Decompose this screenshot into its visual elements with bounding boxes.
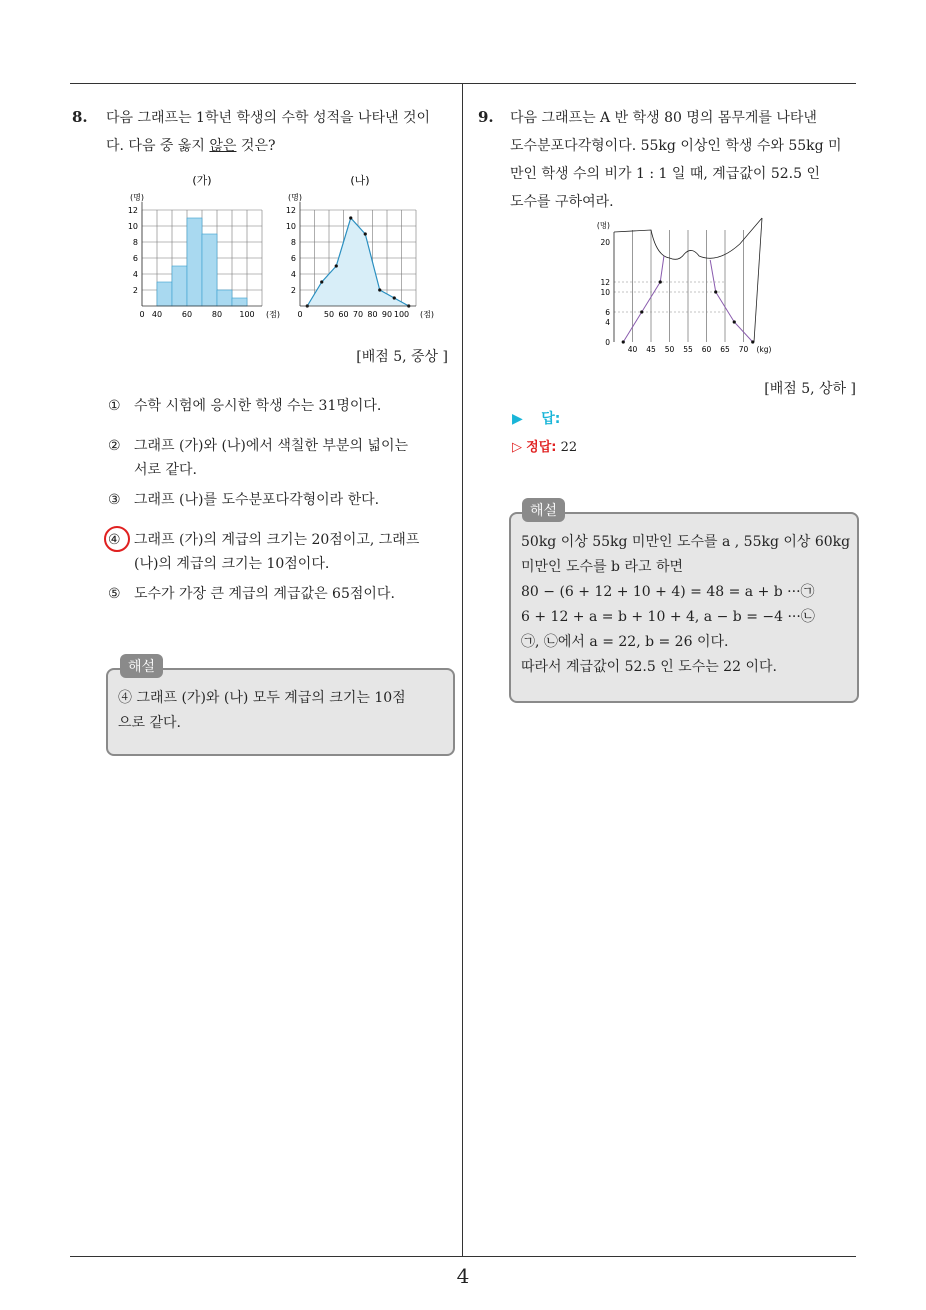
y-tick-label: 12: [127, 206, 138, 215]
bar: [172, 266, 187, 306]
series-line-right: [716, 292, 753, 342]
x-tick-label: 100: [393, 310, 410, 319]
q9-explanation-text: 50kg 이상 55kg 미만인 도수를 a , 55kg 이상 60kg 미만인 도수를 b 라고 하면 80 − (6 + 12 + 10 + 4) = 48 = a + b ···㉠ 6 + 12 + a = b + 10 + 4, a − b = −4 ···㉡ ㉠, ㉡에서 a = 22, b = 26 이다. 따라서 계급값이 52.5 인 도수는 22 이다.: [521, 534, 851, 675]
outline-play-icon: ▷: [512, 440, 522, 455]
x-tick-label: 70: [738, 345, 749, 354]
x-tick-label: 100: [239, 310, 255, 319]
x-tick-label: 50: [664, 345, 675, 354]
y-axis-label: (명): [288, 193, 302, 202]
x-tick-label: 50: [323, 310, 335, 319]
y-tick-label: 10: [285, 222, 296, 231]
q8-option-1[interactable]: ① 수학 시험에 응시한 학생 수는 31명이다.: [108, 398, 382, 414]
y-tick-label: 8: [132, 238, 138, 247]
x-tick-label: 0: [297, 310, 303, 319]
column-divider: [462, 84, 463, 1256]
bar: [157, 282, 172, 306]
page-number: 4: [456, 1264, 470, 1288]
data-point: [659, 280, 662, 283]
q8-score: [배점 5, 중상 ]: [356, 349, 448, 365]
q8-number: 8.: [72, 108, 88, 126]
q9-correct-row: [512, 436, 577, 455]
x-tick-label: 60: [701, 345, 712, 354]
y-tick-label: 10: [127, 222, 138, 231]
y-axis-label: (명): [596, 221, 610, 230]
series-line-right-up: [710, 260, 716, 292]
bar: [217, 290, 232, 306]
y-tick-label: 6: [605, 308, 610, 317]
q8-explanation-text: ④ 그래프 (가)와 (나) 모두 계급의 크기는 10점 으로 같다.: [118, 690, 406, 731]
data-point: [393, 296, 396, 299]
data-point: [714, 290, 717, 293]
q9-text: 다음 그래프는 A 반 학생 80 명의 몸무게를 나타낸 도수분포다각형이다. 55kg 이상인 학생 수와 55kg 미 만인 학생 수의 비가 1 : 1 일 때, 계급값이 52.5 인 도수를 구하여라.: [510, 110, 842, 210]
chart-b-title: (나): [350, 174, 370, 187]
q8-text-line2: 다. 다음 중 옳지 않은 것은?: [106, 138, 276, 154]
q9-answer-row: [512, 408, 560, 428]
x-tick-label: 80: [211, 310, 223, 319]
y-tick-label: 12: [600, 278, 610, 287]
q8-charts: [120, 168, 440, 326]
correct-value: 22: [560, 440, 578, 455]
y-tick-label: 20: [600, 238, 610, 247]
data-point: [364, 232, 367, 235]
y-tick-label: 4: [605, 318, 610, 327]
chart-a-title: (가): [192, 174, 212, 187]
x-tick-label: 0: [139, 310, 145, 319]
chart-a: [128, 192, 280, 319]
data-point: [733, 320, 736, 323]
data-point: [335, 264, 338, 267]
x-axis-label: (kg): [756, 345, 772, 354]
q8-option-3[interactable]: ③ 그래프 (나)를 도수분포다각형이라 한다.: [108, 492, 380, 508]
bar: [232, 298, 247, 306]
bar: [202, 234, 217, 306]
y-tick-label: 10: [600, 288, 610, 297]
y-tick-label: 6: [290, 254, 296, 263]
x-tick-label: 60: [338, 310, 349, 319]
data-point: [378, 288, 381, 291]
data-point: [640, 310, 643, 313]
y-tick-label: 2: [132, 286, 138, 295]
underlined-word: 않은: [209, 138, 237, 154]
q9-chart: [590, 214, 780, 358]
y-tick-label: 0: [605, 338, 610, 347]
data-point: [349, 216, 352, 219]
y-tick-label: 8: [290, 238, 296, 247]
data-point: [320, 280, 323, 283]
chart-b: [286, 192, 434, 319]
polygon-area: [307, 218, 409, 306]
q9-number: 9.: [478, 108, 494, 126]
x-tick-label: 80: [367, 310, 378, 319]
x-axis-label: (점): [266, 310, 280, 319]
q9-explanation-tag: 해설: [522, 498, 565, 522]
play-icon: ▶: [512, 411, 523, 427]
x-axis-label: (점): [420, 310, 434, 319]
q8-option-2[interactable]: ② 그래프 (가)와 (나)에서 색칠한 부분의 넓이는 서로 같다.: [108, 438, 409, 478]
right-edge: [754, 218, 762, 342]
chart-c: [597, 218, 772, 354]
top-rule: [70, 83, 856, 84]
bar: [187, 218, 202, 306]
x-tick-label: 45: [646, 345, 656, 354]
x-tick-label: 65: [720, 345, 730, 354]
bottom-rule: [70, 1256, 856, 1257]
x-tick-label: 40: [151, 310, 163, 319]
series-line-left-up: [660, 256, 664, 282]
q9-score: [배점 5, 상하 ]: [764, 381, 856, 397]
q8-text: [106, 104, 458, 160]
correct-label: 정답:: [526, 440, 557, 455]
answer-label: 답:: [541, 411, 561, 427]
q8-option-4[interactable]: ④ 그래프 (가)의 계급의 크기는 20점이고, 그래프 (나)의 계급의 크기는 10점이다.: [108, 532, 420, 572]
y-tick-label: 2: [290, 286, 296, 295]
x-tick-label: 70: [352, 310, 364, 319]
y-tick-label: 12: [285, 206, 296, 215]
x-tick-label: 90: [381, 310, 393, 319]
q8-text-line1: 다음 그래프는 1학년 학생의 수학 성적을 나타낸 것이: [106, 110, 431, 126]
q8-explanation-tag: 해설: [120, 654, 163, 678]
x-tick-label: 40: [627, 345, 638, 354]
y-tick-label: 6: [132, 254, 138, 263]
x-tick-label: 55: [683, 345, 693, 354]
y-tick-label: 4: [290, 270, 296, 279]
data-point: [751, 340, 754, 343]
q8-option-5[interactable]: ⑤ 도수가 가장 큰 계급의 계급값은 65점이다.: [108, 586, 395, 602]
y-tick-label: 4: [132, 270, 138, 279]
y-axis-label: (명): [130, 193, 144, 202]
data-point: [622, 340, 625, 343]
x-tick-label: 60: [181, 310, 193, 319]
